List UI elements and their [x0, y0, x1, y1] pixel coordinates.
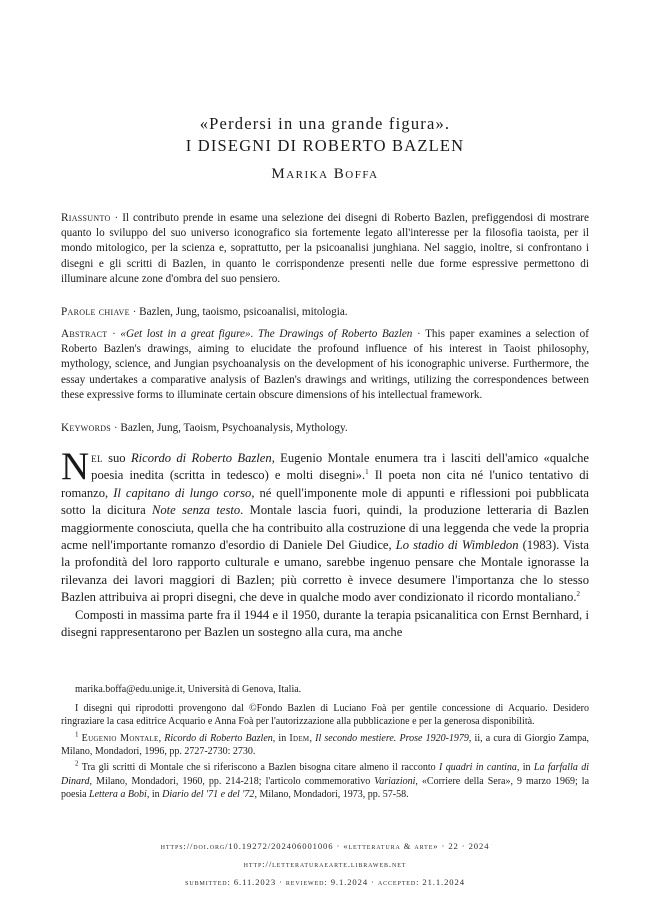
italic-title: I quadri in cantina	[439, 761, 517, 773]
text-run: suo	[102, 451, 131, 465]
text-run: , Milano, Mondadori, 1973, pp. 57-58.	[254, 789, 409, 801]
abstract-label: Abstract	[61, 328, 108, 340]
footnote-2	[61, 761, 589, 802]
text-run: , Eugenio Montale enumera tra i lasciti dell'amico «qualche poesia inedita (scritta in tedesco) e molti disegni».	[91, 451, 589, 483]
paragraph-2: Composti in massima parte fra il 1944 e il 1950, durante la terapia psicanalitica con Ernst Bernhard, i disegni rappresentarono per Bazlen un sostegno alla cura, ma anche	[61, 607, 589, 640]
riassunto-label: Riassunto	[61, 212, 111, 224]
footnote-ref-2: 2	[576, 590, 580, 599]
article-title	[60, 113, 590, 157]
footnote-1	[61, 732, 589, 759]
keywords-label: Keywords	[61, 422, 112, 434]
text-run: , Milano, Mondadori, 1960, pp. 214-218; l'articolo commemorativo	[89, 775, 375, 787]
italic-title: Diario del '71 e del '72	[162, 789, 255, 801]
text-run: , in	[146, 789, 163, 801]
riassunto-block	[61, 211, 589, 287]
footnote-number: 1	[75, 730, 79, 739]
italic-title: Lettera a Bobi	[89, 789, 147, 801]
riassunto-text: Il contributo prende in esame una selezione dei disegni di Roberto Bazlen, prefiggendosi di mostrare quanto lo sviluppo del suo universo iconografico sia fortemente legato all'interesse per la filosofia taoista, per il mondo mitologico, per la scienza e, soprattutto, per la psicoanalisi junghiana. Nel saggio, inoltre, si confrontano i disegni e gli scritti di Bazlen, in quanto le corrispondenze presenti nelle due forme espressive permettono di illuminare alcune zone d'ombra del suo pensiero.	[61, 212, 589, 285]
italic-title: Lo stadio di Wimbledon	[395, 538, 519, 553]
drop-cap: N	[61, 445, 90, 488]
text-run: Tra gli scritti di Montale che si riferiscono a Bazlen bisogna citare almeno il racconto	[81, 761, 439, 773]
footnotes	[61, 683, 589, 802]
italic-title: Ricordo di Roberto Bazlen	[130, 451, 272, 465]
separator: ·	[111, 422, 121, 434]
opening-small-caps: el	[91, 451, 103, 465]
text-run: ,	[158, 732, 165, 744]
text-run: ,	[309, 732, 316, 744]
text-run: , in	[272, 732, 290, 744]
separator: ·	[412, 328, 426, 340]
separator: ·	[129, 306, 140, 318]
italic-title: Il secondo mestiere. Prose 1920-1979	[315, 732, 469, 744]
italic-title: Note senza testo	[151, 503, 241, 518]
text-run: . Montale lascia fuori, quindi, la produzione letteraria di Bazlen maggiormente conosciuta, quella che ha contribuito alla costruzione di una leggenda che vede la propria acme nell'importante romanzo d'esordio di Daniele Del Giudice,	[61, 503, 589, 553]
doi-line[interactable]: https://doi.org/10.19272/202406001006 · «letteratura & arte» · 22 · 2024	[160, 841, 490, 851]
text-run: (1983). Vista la profondità del loro rapporto culturale e umano, sarebbe ingenuo pensare che Montale ignorasse la rilevanza dei lavori maggiori di Bazlen; più corretto è invece desumere l'importanza che lo stesso Bazlen attribuiva ai propri disegni, che deve in qualche modo aver condizionato il ricordo montaliano.	[61, 538, 589, 605]
abstract-block	[61, 327, 589, 403]
journal-url[interactable]: http://letteraturaearte.libraweb.net	[243, 859, 407, 869]
author-email-note: marika.boffa@edu.unige.it, Università di Genova, Italia.	[75, 684, 302, 695]
abstract-text: This paper examines a selection of Roberto Bazlen's drawings, aiming to elucidate the profound influence of his interest in Taoist philosophy, mythology, science, and Jungian psychoanalysis on the development of his iconographic universe. Furthermore, the essay undertakes a comparative analysis of Bazlen's drawings and writings, utilizing the correspondences between these expressive forms to illuminate certain obscure dimensions of his intellectual framework.	[61, 328, 589, 401]
author-name: Marika Boffa	[271, 166, 379, 182]
title-line-2: I DISEGNI DI ROBERTO BAZLEN	[185, 136, 465, 155]
keywords-text: Bazlen, Jung, Taoism, Psychoanalysis, Mythology.	[120, 422, 348, 434]
body-text	[61, 445, 590, 641]
text-run: Il poeta non cita né l'unico tentativo di romanzo,	[61, 468, 589, 500]
text-run: , ii, a cura di Giorgio Zampa, Milano, Mondadori, 1996, pp. 2727-2730: 2730.	[61, 732, 590, 758]
footnote-ref-1: 1	[365, 468, 369, 477]
text-run: , né quell'imponente mole di appunti e riflessioni poi pubblicata sotto la dicitura	[61, 485, 590, 518]
paragraph-1	[61, 445, 590, 607]
italic-title: Variazioni	[374, 775, 416, 787]
credits-note: I disegni qui riprodotti provengono dal ©Fondo Bazlen di Luciano Foà per gentile concessione di Acquario. Desidero ringraziare la casa editrice Acquario e Anna Foà per l'autorizzazione alla pubblicazione e per la generosa disponibilità.	[61, 702, 589, 728]
author-small-caps: Idem	[289, 732, 310, 744]
separator: ·	[110, 212, 123, 224]
italic-title: Il capitano di lungo corso	[113, 485, 252, 500]
italic-title: Ricordo di Roberto Bazlen	[164, 732, 273, 744]
keywords-block	[61, 421, 589, 436]
title-line-1: «Perdersi in una grande figura».	[199, 114, 451, 133]
text-run: , in	[516, 761, 534, 773]
italic-title: La farfalla di Dinard	[61, 761, 590, 787]
footnote-number: 2	[75, 759, 79, 768]
submission-dates: submitted: 6.11.2023 · reviewed: 9.1.2024 · accepted: 21.1.2024	[185, 877, 465, 887]
author-small-caps: Eugenio Montale	[81, 732, 159, 744]
parole-chiave-text: Bazlen, Jung, taoismo, psicoanalisi, mitologia.	[139, 306, 348, 318]
text-run: , «Corriere della Sera», 9 marzo 1969; la poesia	[61, 775, 590, 801]
parole-chiave-block	[61, 305, 589, 320]
parole-chiave-label: Parole chiave	[61, 306, 130, 318]
separator: ·	[107, 328, 121, 340]
abstract-title: «Get lost in a great figure». The Drawings of Roberto Bazlen	[120, 328, 413, 340]
